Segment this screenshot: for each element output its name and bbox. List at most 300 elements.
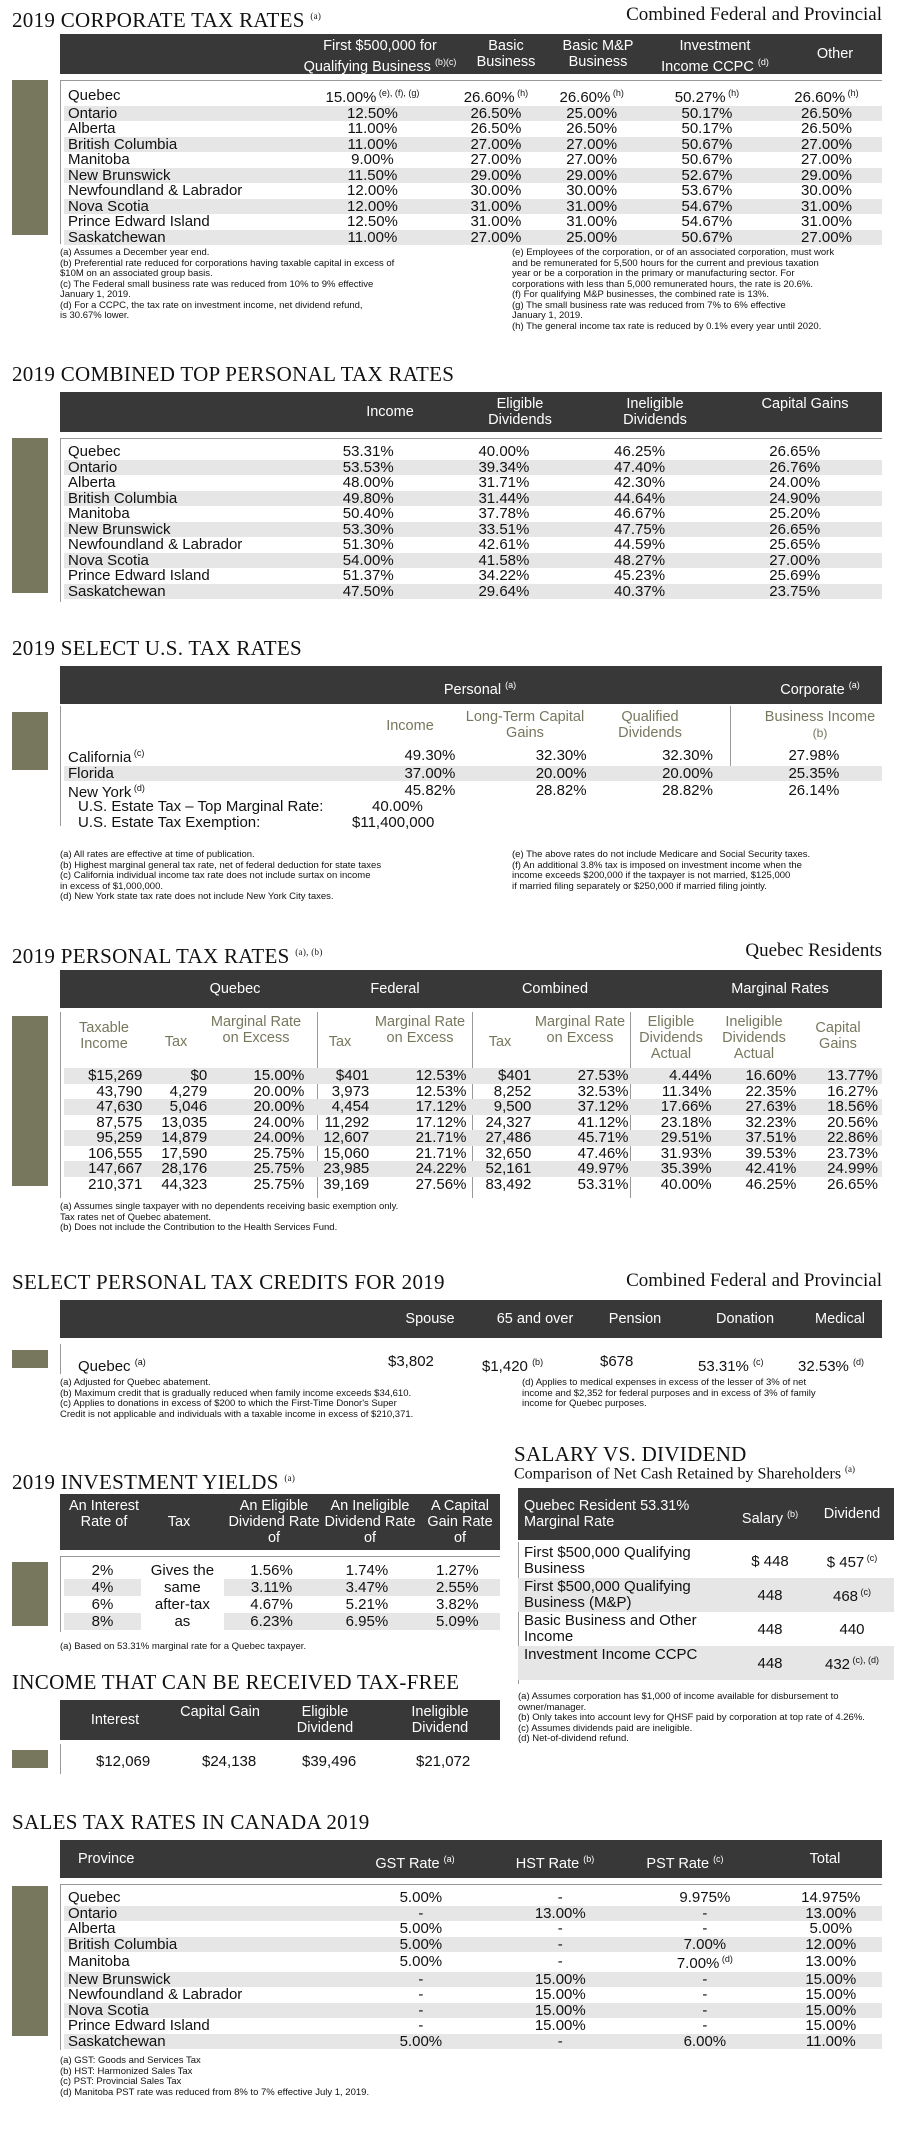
table-cell: 12.00% xyxy=(293,199,451,215)
taxfree-interest: $12,069 xyxy=(96,1753,151,1770)
dividend-value: 440 xyxy=(839,1621,865,1638)
table-row xyxy=(64,2018,882,2034)
table-row xyxy=(64,1084,882,1100)
personal-top-title: 2019 COMBINED TOP PERSONAL TAX RATES xyxy=(12,362,455,386)
table-cell: 8,252 xyxy=(493,1082,532,1100)
table-cell: 40.00% xyxy=(478,443,530,460)
personal-rates-title: 2019 PERSONAL TAX RATES $^{(a), (b)}$ xyxy=(12,944,323,968)
table-row xyxy=(64,1579,500,1596)
table-cell: 44.64% xyxy=(572,491,708,507)
table-cell: 14,879 xyxy=(146,1130,211,1146)
salary-value: 448 xyxy=(757,1587,783,1604)
note-line: (d) Applies to medical expenses in excess of the lesser of 3% of net xyxy=(522,1377,807,1388)
table-cell: 52,161 xyxy=(470,1161,535,1177)
table-cell: Alberta xyxy=(68,474,116,491)
table-cell: 11.50% xyxy=(293,168,451,184)
table-row xyxy=(64,1130,882,1146)
table-cell: 11.34% xyxy=(661,1082,712,1100)
sales-header xyxy=(60,1840,882,1878)
table-row xyxy=(64,1952,882,1972)
credits-row-label: Quebec $^{(a)}$ xyxy=(78,1357,146,1375)
footnote-ref: (h) xyxy=(610,88,624,98)
taxfree-header xyxy=(60,1700,500,1740)
note-line: $10M on an associated group basis. xyxy=(60,268,213,279)
table-cell: $401 xyxy=(470,1068,535,1084)
table-cell: 26.60% $^{(h)}$ xyxy=(559,88,624,106)
table-cell: 5.00% xyxy=(399,1953,443,1970)
table-cell: 42.30% xyxy=(614,474,666,491)
corporate-tax-notes-right xyxy=(512,248,882,332)
col-header: GST Rate $^{(a)}$ xyxy=(375,1854,455,1872)
table-cell: 25.00% xyxy=(540,230,643,246)
col-header: Qualified Dividends xyxy=(618,709,682,741)
col-header: Capital Gain xyxy=(180,1704,260,1720)
col-header: First $500,000 for Qualifying Business $^{(b)(c)}$ xyxy=(303,38,457,75)
col-header: Capital Gains xyxy=(761,396,849,412)
note-line: in excess of $1,000,000. xyxy=(60,880,163,892)
table-cell: New Brunswick xyxy=(64,168,293,184)
table-cell: $0 xyxy=(146,1068,211,1084)
note-line: January 1, 2019. xyxy=(60,289,131,300)
table-cell: 27.00% xyxy=(771,137,882,153)
table-cell: 26.65% xyxy=(827,1175,878,1193)
col-header: Tax xyxy=(488,1034,512,1050)
table-cell: 5.21% xyxy=(345,1595,389,1613)
table-cell: 8% xyxy=(64,1613,141,1630)
table-cell: 29.00% xyxy=(771,168,882,184)
group-personal: Personal $^{(a)}$ xyxy=(443,680,517,698)
accent-bar xyxy=(12,712,48,770)
table-cell: 31.93% xyxy=(660,1144,712,1162)
table-cell: 17.66% xyxy=(633,1099,716,1115)
table-cell: 26.50% xyxy=(801,120,852,137)
col-header: An Eligible Dividend Rate of xyxy=(228,1498,320,1546)
table-cell: 22.35% xyxy=(745,1082,797,1100)
table-cell: 15.00% xyxy=(534,1986,586,2003)
table-cell: 147,667 xyxy=(64,1161,146,1177)
note-line: (h) The general income tax rate is reduced by 0.1% every year until 2020. xyxy=(512,320,822,332)
table-cell: 29.00% xyxy=(540,168,643,184)
table-cell: 32.53% xyxy=(577,1082,629,1100)
table-cell: 12.50% xyxy=(347,213,398,230)
table-cell: 20.56% xyxy=(827,1113,878,1131)
table-row xyxy=(64,460,882,476)
table-cell: Saskatchewan xyxy=(64,584,300,600)
table-cell: 15.00% $^{(e), (f), (g)}$ xyxy=(325,88,420,106)
table-row xyxy=(64,1099,882,1115)
table-cell: 29.51% xyxy=(633,1130,716,1146)
note-line: (f) An additional 3.8% tax is imposed on investment income when the xyxy=(512,859,802,871)
accent-bar xyxy=(12,1016,48,1186)
credits-title: SELECT PERSONAL TAX CREDITS FOR 2019 xyxy=(12,1270,445,1294)
table-cell: 12.00% xyxy=(780,1937,882,1953)
table-cell: 29.00% xyxy=(451,168,540,184)
col-header: Pension xyxy=(608,1311,662,1327)
table-cell: New Brunswick xyxy=(64,522,300,538)
table-cell: 15.00% xyxy=(805,2017,857,2034)
table-cell: 39.53% xyxy=(745,1144,797,1162)
footnote-ref: (h) xyxy=(725,88,740,98)
table-cell: Newfoundland & Labrador xyxy=(68,536,243,553)
table-cell: 15.00% xyxy=(534,2017,586,2034)
table-cell: 20.00% xyxy=(253,1082,305,1100)
table-cell: 26.50% xyxy=(566,120,618,137)
table-cell: 5.00% xyxy=(351,2034,490,2050)
salary-subtitle: Comparison of Net Cash Retained by Shareholders $^{(a)}$ xyxy=(514,1464,856,1483)
table-cell: 26.60% $^{(h)}$ xyxy=(463,88,529,106)
table-row xyxy=(518,1578,894,1612)
table-cell: 1.27% xyxy=(436,1561,479,1579)
table-cell: 6.23% xyxy=(224,1613,319,1630)
table-row xyxy=(64,475,882,491)
group-federal: Federal xyxy=(370,981,420,997)
table-cell: 11,292 xyxy=(324,1113,370,1131)
table-cell: - xyxy=(630,1906,779,1922)
table-cell: 15.00% xyxy=(780,1972,882,1988)
table-row xyxy=(64,121,882,137)
table-cell: Prince Edward Island xyxy=(68,213,210,230)
table-row xyxy=(64,152,882,168)
us-tax-table xyxy=(64,746,882,801)
table-row xyxy=(64,230,882,246)
salary-row-label: First $500,000 Qualifying Business (M&P) xyxy=(524,1578,691,1611)
col-header: Eligible Dividends Actual xyxy=(639,1014,703,1062)
corporate-tax-notes-left xyxy=(60,248,480,322)
table-row xyxy=(64,1115,882,1131)
table-row xyxy=(64,214,882,230)
note-line: (b) Highest marginal general tax rate, net of federal deduction for state taxes xyxy=(60,859,382,871)
taxfree-capital-gain: $24,138 xyxy=(202,1753,257,1770)
table-cell: 25.65% xyxy=(769,536,821,553)
col-header: Basic M&P Business xyxy=(562,38,634,70)
note-line: (b) Does not include the Contribution to the Health Services Fund. xyxy=(60,1222,338,1233)
table-cell: British Columbia xyxy=(64,491,300,507)
credits-section xyxy=(12,1270,882,1430)
table-cell: 54.00% xyxy=(300,553,436,569)
table-cell: 15.00% xyxy=(805,1986,857,2003)
table-cell: 34.22% xyxy=(478,567,530,584)
table-cell: 5.00% xyxy=(399,1889,443,1906)
table-cell: 24.00% xyxy=(211,1130,308,1146)
table-cell: 24.00% xyxy=(769,474,821,491)
credit-pension: $678 xyxy=(600,1353,634,1370)
note-line: (c) Assumes dividends paid are ineligible. xyxy=(518,1722,693,1734)
yields-section xyxy=(12,1466,512,1656)
group-quebec: Quebec xyxy=(209,981,261,997)
table-row xyxy=(64,1562,500,1579)
table-cell: 47,630 xyxy=(64,1099,146,1115)
table-cell: 26.60% $^{(h)}$ xyxy=(794,88,859,106)
table-row xyxy=(64,1161,882,1177)
table-cell: 83,492 xyxy=(485,1175,532,1193)
table-cell: 49.30% xyxy=(404,747,456,764)
personal-rates-header xyxy=(60,970,882,1008)
table-cell: 29.64% xyxy=(436,584,572,600)
table-cell: 53.30% xyxy=(300,522,436,538)
col-header: Marginal Rate on Excess xyxy=(210,1014,302,1046)
table-cell: 23.73% xyxy=(827,1144,878,1162)
table-row xyxy=(64,2003,882,2019)
table-row xyxy=(518,1646,894,1680)
table-cell: 3.82% xyxy=(436,1595,479,1613)
table-cell: Saskatchewan xyxy=(64,230,293,246)
table-cell: Quebec xyxy=(68,443,121,460)
col-header: Interest xyxy=(90,1712,140,1728)
table-cell: British Columbia xyxy=(64,137,293,153)
table-cell: 11.00% xyxy=(293,230,451,246)
us-tax-section xyxy=(12,636,882,906)
table-cell: 30.00% xyxy=(470,182,522,199)
us-tax-header xyxy=(60,666,882,704)
table-cell: - xyxy=(630,1972,779,1988)
table-cell: 50.27% $^{(h)}$ xyxy=(674,88,740,106)
note-line: year or be a corporation in the primary or manufacturing sector. For xyxy=(512,268,795,279)
table-cell: 43,790 xyxy=(96,1082,143,1100)
col-header: Marginal Rate on Excess xyxy=(374,1014,466,1046)
table-cell: 95,259 xyxy=(64,1130,146,1146)
table-cell: - xyxy=(630,2003,779,2019)
table-cell: - xyxy=(557,1889,563,1906)
col-header: Tax xyxy=(328,1034,352,1050)
table-cell: 35.39% xyxy=(633,1161,716,1177)
table-cell: 4% xyxy=(64,1579,141,1596)
table-cell: Newfoundland & Labrador xyxy=(68,1986,243,2003)
table-row xyxy=(64,199,882,215)
table-cell: 27.53% xyxy=(535,1068,632,1084)
table-cell: 24.22% xyxy=(373,1161,470,1177)
table-cell: 106,555 xyxy=(88,1144,143,1162)
table-cell: 51.30% xyxy=(342,536,394,553)
table-cell: 12.50% xyxy=(293,106,451,122)
col-header: A Capital Gain Rate of xyxy=(427,1498,493,1546)
table-cell: 53.31% xyxy=(342,443,394,460)
table-cell: 39.34% xyxy=(436,460,572,476)
table-cell: Prince Edward Island xyxy=(68,567,210,584)
table-cell: 15.00% xyxy=(490,2003,630,2019)
col-header: Spouse xyxy=(405,1311,455,1327)
table-cell: 27.56% xyxy=(415,1175,467,1193)
table-cell: 27.00% xyxy=(707,553,882,569)
table-cell: 3,973 xyxy=(331,1082,370,1100)
table-cell: 27,486 xyxy=(470,1130,535,1146)
table-row xyxy=(64,1146,882,1162)
table-row xyxy=(64,1068,882,1084)
table-cell: 6.00% xyxy=(630,2034,779,2050)
table-cell: - xyxy=(351,2003,490,2019)
table-cell: 20.00% xyxy=(493,766,629,782)
table-cell: 20.00% xyxy=(211,1099,308,1115)
note-line: Tax rates net of Quebec abatement. xyxy=(60,1211,212,1223)
note-line: (a) GST: Goods and Services Tax xyxy=(60,2055,201,2066)
table-cell: 46.25% xyxy=(745,1175,797,1193)
salary-section xyxy=(514,1442,914,1772)
table-cell: 4,279 xyxy=(169,1082,208,1100)
table-cell: Alberta xyxy=(68,1920,116,1937)
table-cell: 17.12% xyxy=(415,1113,467,1131)
col-header: Business Income $^{(b)}$ xyxy=(764,709,876,740)
table-cell: 50.67% xyxy=(643,137,771,153)
table-cell: 54.67% xyxy=(681,213,733,230)
table-cell: 24.00% xyxy=(253,1113,305,1131)
table-cell: 6% xyxy=(91,1595,114,1613)
table-cell: 45.82% xyxy=(404,782,456,799)
table-cell: - xyxy=(490,2034,630,2050)
col-header: Marginal Rate on Excess xyxy=(534,1014,626,1046)
note-line: (d) Net-of-dividend refund. xyxy=(518,1733,629,1744)
table-cell: 47.50% xyxy=(300,584,436,600)
note-line: (b) Only takes into account levy for QHSF paid by corporation at top rate of 4.26%. xyxy=(518,1712,865,1723)
estate-value-1: 40.00% xyxy=(372,798,423,815)
corporate-tax-header xyxy=(60,34,882,74)
table-cell: Manitoba xyxy=(68,505,130,522)
note-line: (e) Employees of the corporation, or of an associated corporation, must work xyxy=(512,247,835,258)
table-cell: 26.14% xyxy=(788,782,840,799)
note-line: (a) All rates are effective at time of publication. xyxy=(60,849,255,860)
table-cell: $401 xyxy=(308,1068,373,1084)
table-cell: Florida xyxy=(64,766,367,782)
salary-value: $ 448 xyxy=(751,1553,789,1570)
table-cell: 17.12% xyxy=(373,1099,470,1115)
accent-bar xyxy=(12,1562,48,1626)
sales-notes xyxy=(60,2056,560,2098)
footnote-ref: (c) xyxy=(131,748,145,758)
table-cell: 4.44% xyxy=(633,1068,716,1084)
table-cell: 27.00% xyxy=(771,230,882,246)
table-cell: Manitoba xyxy=(68,1953,130,1970)
table-cell: 27.00% xyxy=(801,151,852,168)
table-cell: 31.00% xyxy=(451,199,540,215)
table-row xyxy=(64,506,882,522)
table-cell: 48.27% xyxy=(572,553,708,569)
table-row xyxy=(64,86,882,106)
table-cell: 25.69% xyxy=(769,567,821,584)
table-cell: 48.00% xyxy=(342,474,394,491)
note-line: (c) California individual income tax rate does not include surtax on income xyxy=(60,870,371,881)
table-cell: 16.27% xyxy=(827,1082,878,1100)
table-cell: 5.00% xyxy=(399,1920,443,1937)
table-cell: 5.00% xyxy=(809,1920,853,1937)
table-cell: 44.59% xyxy=(614,536,666,553)
table-cell: 32.30% xyxy=(535,747,587,764)
table-row xyxy=(64,1890,882,1906)
table-cell: 45.23% xyxy=(614,567,666,584)
corporate-tax-section xyxy=(12,4,882,332)
table-cell: 40.00% xyxy=(660,1175,712,1193)
table-cell: - xyxy=(702,1920,708,1937)
table-cell: 52.67% xyxy=(643,168,771,184)
table-cell: 7.00% $^{(d)}$ xyxy=(676,1954,733,1972)
table-cell: 28.82% xyxy=(535,782,587,799)
salary-header xyxy=(518,1488,894,1540)
table-cell: New York $^{(d)}$ xyxy=(68,783,145,801)
col-header: HST Rate $^{(b)}$ xyxy=(515,1854,595,1872)
col-header: Ineligible Dividends Actual xyxy=(722,1014,786,1062)
note-line: (a) Assumes single taxpayer with no dependents receiving basic exemption only. xyxy=(60,1201,399,1212)
table-cell: 31.44% xyxy=(436,491,572,507)
salary-notes xyxy=(518,1692,908,1745)
table-cell: - xyxy=(557,1920,563,1937)
table-cell: 15,060 xyxy=(323,1144,370,1162)
table-cell: 31.00% xyxy=(771,199,882,215)
table-cell: 39,169 xyxy=(323,1175,370,1193)
personal-top-header xyxy=(60,392,882,432)
table-cell: 41.58% xyxy=(436,553,572,569)
table-cell: 49.80% xyxy=(300,491,436,507)
table-cell: 27.00% xyxy=(451,137,540,153)
footnote-ref: (h) xyxy=(845,88,859,98)
table-row xyxy=(518,1544,894,1578)
accent-bar xyxy=(12,80,48,235)
table-row xyxy=(64,183,882,199)
dividend-value: 432 $^{(c), (d)}$ xyxy=(824,1655,880,1673)
note-line: income for Quebec purposes. xyxy=(522,1398,647,1409)
table-cell: - xyxy=(418,2017,424,2034)
credits-notes-left xyxy=(60,1378,520,1420)
table-cell: 42.41% xyxy=(716,1161,801,1177)
table-cell: 50.67% xyxy=(681,151,733,168)
table-cell: Newfoundland & Labrador xyxy=(68,182,243,199)
table-cell: 26.50% xyxy=(470,120,522,137)
table-cell: 44,323 xyxy=(161,1175,208,1193)
table-cell: 50.17% xyxy=(681,120,733,137)
credit-65: $1,420 $^{(b)}$ xyxy=(482,1357,544,1375)
table-row xyxy=(64,168,882,184)
table-row xyxy=(64,1937,882,1953)
salary-row-label: First $500,000 Qualifying Business xyxy=(524,1544,691,1577)
table-cell: 25.75% xyxy=(253,1175,305,1193)
table-cell: 13.77% xyxy=(800,1068,882,1084)
personal-rates-subheader xyxy=(60,1012,882,1066)
table-cell: Nova Scotia xyxy=(64,553,300,569)
note-line: (d) For a CCPC, the tax rate on investment income, net dividend refund, xyxy=(60,299,363,311)
table-cell: 47.40% xyxy=(572,460,708,476)
col-header: Income xyxy=(386,718,434,734)
table-row xyxy=(64,1906,882,1922)
table-row xyxy=(64,1972,882,1988)
table-cell: 27.00% xyxy=(540,137,643,153)
col-header: Tax xyxy=(167,1514,191,1530)
note-line: (d) New York state tax rate does not include New York City taxes. xyxy=(60,891,334,902)
table-row xyxy=(64,746,882,766)
table-cell: 1.56% xyxy=(250,1561,293,1579)
table-cell: 31.00% xyxy=(566,213,618,230)
table-cell: 17,590 xyxy=(161,1144,208,1162)
note-line: (b) Preferential rate reduced for corporations having taxable capital in excess of xyxy=(60,257,395,269)
table-cell: 28,176 xyxy=(146,1161,211,1177)
us-tax-title: 2019 SELECT U.S. TAX RATES xyxy=(12,636,303,660)
table-cell: 53.53% xyxy=(300,460,436,476)
table-cell: Saskatchewan xyxy=(64,2034,351,2050)
note-line: (c) The Federal small business rate was reduced from 10% to 9% effective xyxy=(60,278,374,290)
table-cell: 9.00% xyxy=(351,151,394,168)
accent-bar xyxy=(12,1750,48,1768)
table-cell: 16.60% xyxy=(716,1068,801,1084)
table-cell: 54.67% xyxy=(643,199,771,215)
credits-header xyxy=(60,1300,882,1338)
table-cell: 26.50% xyxy=(451,106,540,122)
note-line: (b) HST: Harmonized Sales Tax xyxy=(60,2065,193,2077)
col-header: Basic Business xyxy=(476,38,536,70)
col-header: Tax xyxy=(164,1034,188,1050)
corporate-tax-table xyxy=(64,86,882,245)
table-cell: 45.71% xyxy=(535,1130,632,1146)
table-cell: 41.12% xyxy=(577,1113,629,1131)
group-corporate: Corporate $^{(a)}$ xyxy=(780,680,860,698)
salary-row-label: Basic Business and Other Income xyxy=(524,1612,697,1645)
taxfree-section xyxy=(12,1670,512,1770)
footnote-ref: (c), (d) xyxy=(850,1655,880,1665)
col-header: Quebec Resident 53.31% Marginal Rate xyxy=(524,1498,690,1530)
